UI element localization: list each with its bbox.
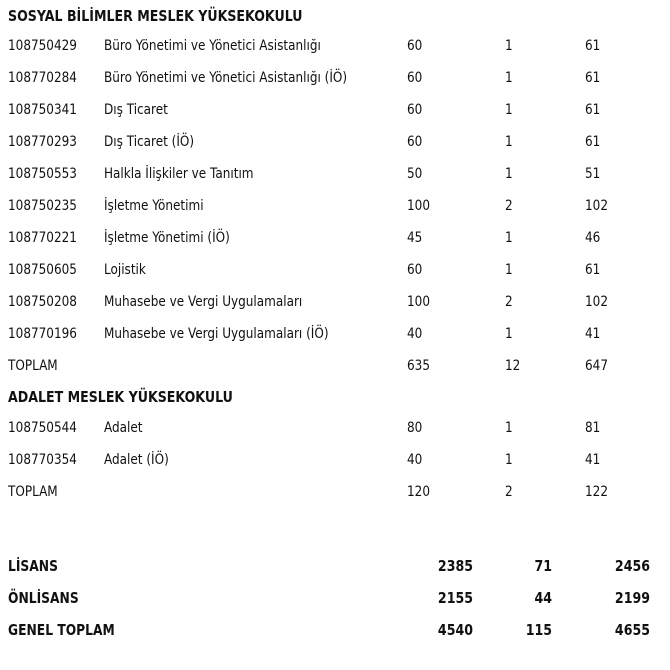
value-b: 1 xyxy=(505,326,513,342)
program-code: 108770293 xyxy=(8,134,77,150)
total-label: TOPLAM xyxy=(8,484,58,500)
value-a: 80 xyxy=(407,420,423,436)
summary-b: 71 xyxy=(534,557,552,575)
table-row xyxy=(0,126,670,158)
value-c: 61 xyxy=(585,134,601,150)
program-name: İşletme Yönetimi (İÖ) xyxy=(104,230,230,246)
total-label: TOPLAM xyxy=(8,358,58,374)
program-code: 108770221 xyxy=(8,230,77,246)
value-a: 50 xyxy=(407,166,423,182)
value-b: 2 xyxy=(505,294,513,310)
value-b: 1 xyxy=(505,134,513,150)
summary-c: 4655 xyxy=(614,621,650,639)
program-name: Halkla İlişkiler ve Tanıtım xyxy=(104,166,254,182)
value-a: 60 xyxy=(407,38,423,54)
program-name: Muhasebe ve Vergi Uygulamaları xyxy=(104,294,303,310)
table-row xyxy=(0,94,670,126)
value-b: 2 xyxy=(505,198,513,214)
summary-b: 44 xyxy=(534,589,552,607)
total-c: 647 xyxy=(585,358,608,374)
summary-a: 2155 xyxy=(437,589,473,607)
table-row xyxy=(0,30,670,62)
value-c: 41 xyxy=(585,452,601,468)
program-code: 108770354 xyxy=(8,452,77,468)
program-name: Lojistik xyxy=(104,262,146,278)
value-c: 51 xyxy=(585,166,601,182)
value-b: 1 xyxy=(505,420,513,436)
total-a: 635 xyxy=(407,358,430,374)
program-name: Dış Ticaret xyxy=(104,102,168,118)
table-row xyxy=(0,190,670,222)
total-row xyxy=(0,476,670,508)
table-row xyxy=(0,444,670,476)
program-name: Adalet (İÖ) xyxy=(104,452,169,468)
summary-a: 2385 xyxy=(437,557,473,575)
value-c: 61 xyxy=(585,262,601,278)
value-c: 81 xyxy=(585,420,601,436)
value-b: 1 xyxy=(505,38,513,54)
value-a: 60 xyxy=(407,262,423,278)
program-code: 108750544 xyxy=(8,420,77,436)
value-c: 102 xyxy=(585,294,608,310)
value-a: 100 xyxy=(407,294,430,310)
table-row xyxy=(0,254,670,286)
table-row xyxy=(0,412,670,444)
program-name: Büro Yönetimi ve Yönetici Asistanlığı xyxy=(104,38,321,54)
total-b: 12 xyxy=(505,358,521,374)
program-code: 108750235 xyxy=(8,198,77,214)
value-c: 41 xyxy=(585,326,601,342)
program-code: 108750429 xyxy=(8,38,77,54)
summary-row-genel-toplam xyxy=(0,614,670,646)
summary-row-lisans xyxy=(0,550,670,582)
summary-label: ÖNLİSANS xyxy=(8,589,79,607)
value-a: 60 xyxy=(407,70,423,86)
value-c: 61 xyxy=(585,70,601,86)
section-title: ADALET MESLEK YÜKSEKOKULU xyxy=(8,388,233,406)
value-a: 40 xyxy=(407,452,423,468)
program-name: Adalet xyxy=(104,420,143,436)
value-c: 46 xyxy=(585,230,601,246)
value-c: 61 xyxy=(585,102,601,118)
value-c: 102 xyxy=(585,198,608,214)
value-c: 61 xyxy=(585,38,601,54)
table-row xyxy=(0,158,670,190)
value-b: 1 xyxy=(505,452,513,468)
table-row xyxy=(0,62,670,94)
table-row xyxy=(0,286,670,318)
program-code: 108750605 xyxy=(8,262,77,278)
value-b: 1 xyxy=(505,102,513,118)
summary-c: 2199 xyxy=(614,589,650,607)
program-name: Dış Ticaret (İÖ) xyxy=(104,134,195,150)
summary-c: 2456 xyxy=(614,557,650,575)
program-name: Muhasebe ve Vergi Uygulamaları (İÖ) xyxy=(104,326,329,342)
value-b: 1 xyxy=(505,262,513,278)
value-a: 45 xyxy=(407,230,423,246)
summary-label: GENEL TOPLAM xyxy=(8,621,115,639)
summary-row-onlisans xyxy=(0,582,670,614)
section-title: SOSYAL BİLİMLER MESLEK YÜKSEKOKULU xyxy=(8,7,303,25)
value-a: 60 xyxy=(407,134,423,150)
program-code: 108750208 xyxy=(8,294,77,310)
value-a: 60 xyxy=(407,102,423,118)
value-a: 40 xyxy=(407,326,423,342)
program-code: 108770196 xyxy=(8,326,77,342)
summary-b: 115 xyxy=(525,621,552,639)
summary-a: 4540 xyxy=(437,621,473,639)
table-row xyxy=(0,318,670,350)
total-row xyxy=(0,350,670,382)
table-row xyxy=(0,222,670,254)
value-b: 1 xyxy=(505,70,513,86)
total-b: 2 xyxy=(505,484,513,500)
summary-label: LİSANS xyxy=(8,557,58,575)
value-a: 100 xyxy=(407,198,430,214)
value-b: 1 xyxy=(505,166,513,182)
program-code: 108770284 xyxy=(8,70,77,86)
program-name: İşletme Yönetimi xyxy=(104,198,204,214)
total-a: 120 xyxy=(407,484,430,500)
value-b: 1 xyxy=(505,230,513,246)
program-code: 108750553 xyxy=(8,166,77,182)
total-c: 122 xyxy=(585,484,608,500)
program-code: 108750341 xyxy=(8,102,77,118)
program-name: Büro Yönetimi ve Yönetici Asistanlığı (İÖ) xyxy=(104,70,348,86)
